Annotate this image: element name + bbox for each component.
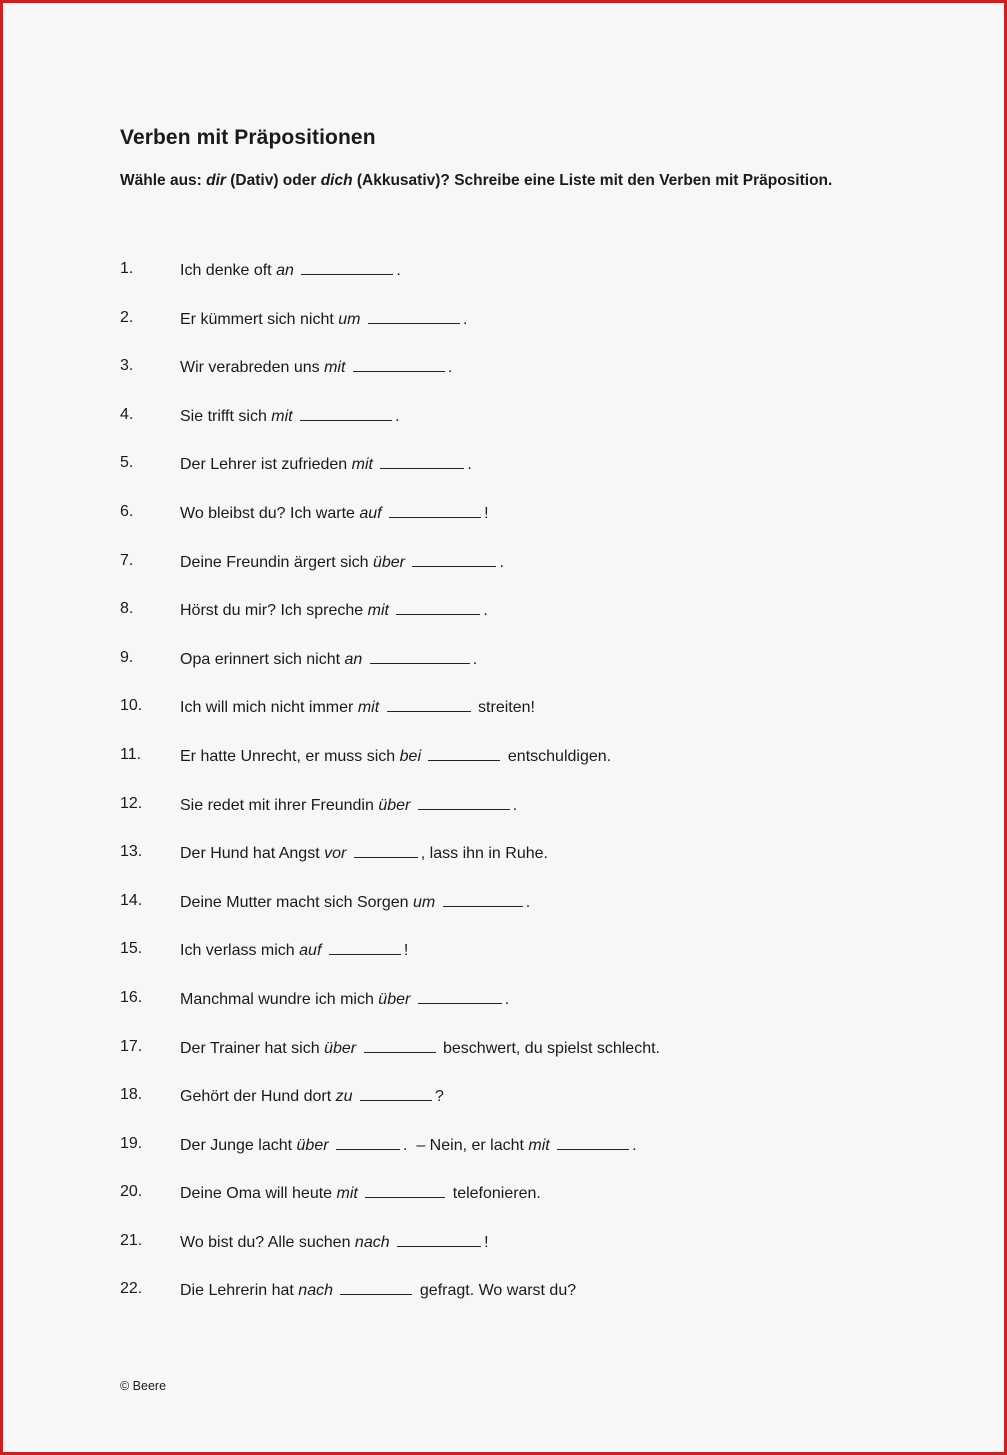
preposition: mit xyxy=(336,1185,358,1203)
sentence-text: Manchmal wundre ich mich xyxy=(180,990,379,1008)
sentence-text xyxy=(379,699,383,716)
sentence-text: telefonieren. xyxy=(448,1185,541,1203)
answer-blank[interactable] xyxy=(353,355,445,372)
preposition: auf xyxy=(299,942,322,960)
sentence-text: Er kümmert sich nicht xyxy=(180,310,339,328)
answer-blank[interactable] xyxy=(387,695,471,712)
sentence-text: Der Trainer hat sich xyxy=(180,1039,325,1057)
sentence-text: Opa erinnert sich nicht xyxy=(180,650,345,668)
exercise-number: 21. xyxy=(120,1231,143,1249)
exercise-item xyxy=(120,890,660,939)
exercise-number: 17. xyxy=(120,1037,143,1055)
sentence-text: . xyxy=(525,893,531,911)
sentence-text: Hörst du mir? Ich spreche xyxy=(180,602,368,620)
preposition: nach xyxy=(354,1233,390,1251)
exercise-number: 6. xyxy=(120,502,134,520)
exercise-number: 4. xyxy=(120,405,134,423)
answer-blank[interactable] xyxy=(418,793,510,810)
exercise-item xyxy=(120,258,660,307)
exercise-sentence xyxy=(180,987,509,1011)
answer-blank[interactable] xyxy=(354,841,418,858)
exercise-sentence xyxy=(180,1181,541,1205)
preposition: an xyxy=(276,262,294,279)
answer-blank[interactable] xyxy=(365,1181,445,1198)
sentence-text: . – Nein, er lacht xyxy=(403,1136,529,1154)
sentence-text: Deine Oma will heute xyxy=(180,1185,337,1203)
exercise-item xyxy=(120,452,660,501)
exercise-list xyxy=(120,258,660,1327)
exercise-number: 11. xyxy=(120,745,142,763)
exercise-item xyxy=(120,1133,660,1182)
exercise-number: 18. xyxy=(120,1086,143,1104)
sentence-text: . xyxy=(447,359,453,377)
exercise-sentence xyxy=(180,550,504,574)
exercise-sentence xyxy=(180,355,452,379)
sentence-text: ! xyxy=(484,504,489,522)
exercise-item xyxy=(120,793,660,842)
exercise-sentence xyxy=(180,1278,576,1302)
exercise-item xyxy=(120,1036,660,1085)
sentence-text xyxy=(382,505,386,522)
exercise-sentence xyxy=(180,1230,489,1254)
exercise-sentence xyxy=(180,938,408,962)
answer-blank[interactable] xyxy=(557,1133,629,1150)
sentence-text: Der Junge lacht xyxy=(180,1136,297,1154)
exercise-number: 9. xyxy=(120,648,134,666)
sentence-text: Ich verlass mich xyxy=(180,942,300,960)
sentence-text: Wo bleibst du? Ich warte xyxy=(180,504,360,522)
sentence-text: Wo bist du? Alle suchen xyxy=(180,1233,355,1251)
exercise-sentence xyxy=(180,1133,637,1157)
sentence-text: Der Hund hat Angst xyxy=(180,845,325,863)
exercise-item xyxy=(120,744,660,793)
copyright-notice: © Beere xyxy=(120,1379,167,1393)
sentence-text xyxy=(435,894,439,911)
exercise-number: 13. xyxy=(120,843,143,861)
preposition: um xyxy=(413,893,436,911)
exercise-item xyxy=(120,1278,660,1327)
sentence-text: Sie trifft sich xyxy=(180,407,272,425)
exercise-item xyxy=(120,404,660,453)
preposition: auf xyxy=(359,504,382,522)
answer-blank[interactable] xyxy=(380,452,464,469)
exercise-item xyxy=(120,1230,660,1279)
sentence-text: . xyxy=(462,310,468,328)
preposition: mit xyxy=(351,456,373,474)
exercise-number: 8. xyxy=(120,600,134,618)
sentence-text: ? xyxy=(435,1088,444,1106)
sentence-text: Ich denke oft xyxy=(180,262,277,279)
exercise-number: 14. xyxy=(120,891,143,909)
sentence-text: gefragt. Wo warst du? xyxy=(415,1282,577,1300)
answer-blank[interactable] xyxy=(329,938,401,955)
sentence-text xyxy=(410,991,414,1008)
sentence-text: . xyxy=(499,553,504,571)
sentence-text: entschuldigen. xyxy=(503,747,612,765)
preposition: über xyxy=(296,1136,329,1154)
exercise-number: 2. xyxy=(120,308,134,326)
answer-blank[interactable] xyxy=(340,1278,412,1295)
answer-blank[interactable] xyxy=(364,1036,436,1053)
exercise-number: 12. xyxy=(120,794,143,812)
sentence-text: Gehört der Hund dort xyxy=(180,1088,336,1106)
sentence-text: Deine Mutter macht sich Sorgen xyxy=(180,893,413,911)
sentence-text xyxy=(356,1040,360,1057)
instruction-part-1: Wähle aus: xyxy=(120,172,207,189)
exercise-item xyxy=(120,550,660,599)
sentence-text: Er hatte Unrecht, er muss sich xyxy=(180,747,400,765)
sentence-text: . xyxy=(632,1136,637,1154)
sentence-text xyxy=(353,1088,357,1105)
preposition: mit xyxy=(367,602,389,620)
sentence-text: ! xyxy=(403,942,409,960)
preposition: mit xyxy=(357,699,380,717)
sentence-text: . xyxy=(512,796,518,814)
instruction-text xyxy=(120,172,832,190)
exercise-number: 19. xyxy=(120,1134,143,1152)
sentence-text: Deine Freundin ärgert sich xyxy=(180,553,373,571)
sentence-text xyxy=(329,1137,333,1154)
exercise-item xyxy=(120,501,660,550)
sentence-text xyxy=(389,602,393,619)
exercise-number: 7. xyxy=(120,551,134,569)
sentence-text: . xyxy=(472,650,478,668)
answer-blank[interactable] xyxy=(412,550,496,567)
sentence-text: . xyxy=(504,990,510,1008)
answer-blank[interactable] xyxy=(336,1133,400,1150)
preposition: bei xyxy=(399,747,421,765)
sentence-text: . xyxy=(396,262,401,279)
sentence-text xyxy=(373,456,377,473)
exercise-item xyxy=(120,1084,660,1133)
exercise-number: 20. xyxy=(120,1183,143,1201)
exercise-number: 22. xyxy=(120,1280,143,1298)
exercise-sentence xyxy=(180,501,489,525)
exercise-number: 5. xyxy=(120,454,134,472)
sentence-text xyxy=(390,1234,394,1251)
exercise-sentence xyxy=(180,647,477,671)
preposition: über xyxy=(324,1039,357,1057)
sentence-text: . xyxy=(467,456,472,474)
preposition: an xyxy=(344,650,363,668)
instruction-part-3: (Akkusativ)? Schreibe eine Liste mit den Verben mit Präposition. xyxy=(352,172,833,189)
preposition: um xyxy=(338,310,361,328)
exercise-item xyxy=(120,987,660,1036)
preposition: zu xyxy=(335,1088,353,1106)
exercise-sentence xyxy=(180,1036,660,1060)
answer-blank[interactable] xyxy=(397,1230,481,1247)
exercise-sentence xyxy=(180,1084,444,1108)
sentence-text xyxy=(410,797,414,814)
exercise-sentence xyxy=(180,307,467,331)
exercise-item xyxy=(120,307,660,356)
exercise-number: 15. xyxy=(120,940,143,958)
preposition: mit xyxy=(271,407,293,425)
instruction-dich: dich xyxy=(320,172,353,189)
sentence-text: Die Lehrerin hat xyxy=(180,1282,299,1300)
exercise-sentence xyxy=(180,598,488,622)
preposition: über xyxy=(378,990,411,1008)
sentence-text: beschwert, du spielst schlecht. xyxy=(438,1039,660,1057)
exercise-sentence xyxy=(180,841,548,865)
sentence-text: , lass ihn in Ruhe. xyxy=(420,845,548,863)
sentence-text xyxy=(362,651,366,668)
exercise-item xyxy=(120,598,660,647)
sentence-text: streiten! xyxy=(473,699,535,717)
exercise-number: 1. xyxy=(120,260,134,277)
exercise-sentence xyxy=(180,890,530,914)
answer-blank[interactable] xyxy=(368,307,460,324)
preposition: mit xyxy=(324,359,346,377)
exercise-sentence xyxy=(180,744,611,768)
preposition: nach xyxy=(298,1282,333,1300)
answer-blank[interactable] xyxy=(396,598,480,615)
sentence-text xyxy=(346,845,350,862)
page-title: Verben mit Präpositionen xyxy=(120,126,376,149)
sentence-text xyxy=(361,311,365,328)
instruction-dir: dir xyxy=(206,172,226,189)
sentence-text xyxy=(293,408,297,425)
answer-blank[interactable] xyxy=(360,1084,432,1101)
sentence-text xyxy=(294,262,298,279)
exercise-item xyxy=(120,647,660,696)
answer-blank[interactable] xyxy=(428,744,500,761)
exercise-item xyxy=(120,938,660,987)
exercise-number: 3. xyxy=(120,357,134,375)
answer-blank[interactable] xyxy=(370,647,470,664)
exercise-sentence xyxy=(180,793,517,817)
sentence-text xyxy=(405,554,409,571)
sentence-text xyxy=(333,1282,337,1299)
preposition: vor xyxy=(324,845,347,863)
sentence-text xyxy=(321,942,325,959)
instruction-part-2: (Dativ) oder xyxy=(225,172,321,189)
exercise-item xyxy=(120,1181,660,1230)
sentence-text: Sie redet mit ihrer Freundin xyxy=(180,796,379,814)
answer-blank[interactable] xyxy=(301,258,393,275)
exercise-sentence xyxy=(180,258,401,282)
sentence-text: . xyxy=(395,407,400,425)
sentence-text: . xyxy=(483,602,488,620)
sentence-text xyxy=(345,359,349,376)
sentence-text: ! xyxy=(484,1233,489,1251)
sentence-text: Der Lehrer ist zufrieden xyxy=(180,456,352,474)
sentence-text xyxy=(421,748,425,765)
sentence-text: Ich will mich nicht immer xyxy=(180,699,358,717)
exercise-item xyxy=(120,695,660,744)
exercise-number: 16. xyxy=(120,988,143,1006)
sentence-text: Wir verabreden uns xyxy=(180,359,325,377)
sentence-text xyxy=(358,1185,362,1202)
preposition: über xyxy=(372,553,406,571)
exercise-number: 10. xyxy=(120,697,143,715)
sentence-text xyxy=(550,1137,554,1154)
exercise-sentence xyxy=(180,452,472,476)
preposition: mit xyxy=(528,1136,550,1154)
preposition: über xyxy=(378,796,411,814)
answer-blank[interactable] xyxy=(389,501,481,518)
answer-blank[interactable] xyxy=(443,890,523,907)
exercise-item xyxy=(120,841,660,890)
answer-blank[interactable] xyxy=(300,404,392,421)
exercise-item xyxy=(120,355,660,404)
answer-blank[interactable] xyxy=(418,987,502,1004)
exercise-sentence xyxy=(180,404,400,428)
exercise-sentence xyxy=(180,695,535,719)
